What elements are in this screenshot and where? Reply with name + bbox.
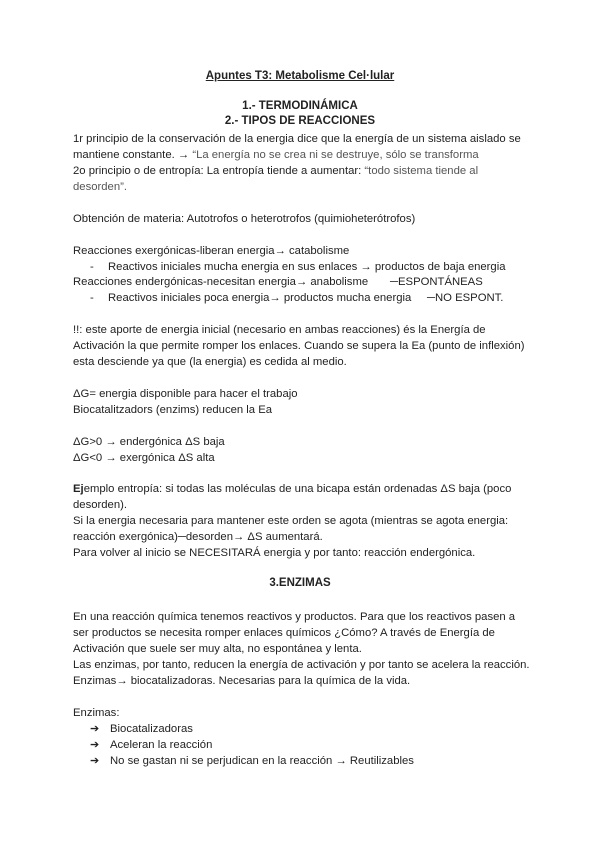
arrow-icon: ➔ <box>90 723 100 735</box>
endergonic-bullet <box>90 290 411 306</box>
first-principle-line-2 <box>73 147 479 163</box>
dash-marker: - <box>90 292 94 304</box>
no-espont-tag: ─NO ESPONT. <box>427 292 504 304</box>
second-principle-text: 2o principio o de entropía: La entropía tiende a aumentar: <box>73 165 365 177</box>
enzimas-list-item <box>90 753 414 769</box>
enzimas-list-item-text: Aceleran la reacción <box>110 739 213 751</box>
exergonic-bullet <box>90 259 506 275</box>
delta-g-negative: ΔG<0 → exergónica ΔS alta <box>73 452 215 464</box>
delta-g-definition: ΔG= energia disponible para hacer el trabajo <box>73 388 298 400</box>
heading-tipos-reacciones: 2.- TIPOS DE REACCIONES <box>224 115 376 127</box>
exergonic-line: Reacciones exergónicas-liberan energia→ catabolisme <box>73 245 350 257</box>
second-principle-line-2: desorden”. <box>73 181 128 193</box>
enzimas-list-item-text: No se gastan ni se perjudican en la reacción → Reutilizables <box>110 755 414 767</box>
enzimas-list-item <box>90 721 193 737</box>
enzimas-list-item <box>90 737 212 753</box>
dash-marker: - <box>90 261 94 273</box>
arrow-icon: ➔ <box>90 755 100 767</box>
endergonic-bullet-text: Reactivos iniciales poca energia→ productos mucha energia <box>108 292 412 304</box>
example-bold: Ej <box>73 483 84 495</box>
biocatalitzadors-line: Biocatalitzadors (enzims) reducen la Ea <box>73 404 273 416</box>
first-principle-quote: “La energía no se crea ni se destruye, sólo se transforma <box>192 149 479 161</box>
arrow-icon: ➔ <box>90 739 100 751</box>
heading-enzimas: 3.ENZIMAS <box>269 577 331 589</box>
enzimas-list-item-text: Biocatalizadoras <box>110 723 193 735</box>
endergonic-line: Reacciones endergónicas-necesitan energia→ anabolisme <box>73 276 369 288</box>
entropy-example-2: Si la energia necesaria para mantener este orden se agota (mientras se agota energia: reacción exergónica)─desorden→ ΔS aumentará. <box>73 515 509 544</box>
espontaneas-tag: ─ESPONTÁNEAS <box>390 276 483 288</box>
example-text: emplo entropía: si todas las moléculas de una bicapa están ordenadas ΔS baja (poco desorden). <box>73 483 512 512</box>
second-principle-quote: “todo sistema tiende al <box>364 165 479 177</box>
entropy-example <box>73 481 533 513</box>
enzimas-label: Enzimas: <box>73 707 120 719</box>
first-principle-line-1: 1r principio de la conservación de la energia dice que la energía de un sistema aislado se <box>73 133 521 145</box>
heading-termodinamica: 1.- TERMODINÁMICA <box>242 100 358 112</box>
first-principle-text: mantiene constante. → <box>73 149 193 161</box>
enzimas-paragraph-1: En una reacción química tenemos reactivos y productos. Para que los reactivos pasen a ser productos se necesita romper enlaces químicos ¿Cómo? A través de Energía de Activación que suele ser muy alta, no espontánea y lenta. <box>73 611 516 656</box>
exergonic-bullet-text: Reactivos iniciales mucha energia en sus enlaces → productos de baja energia <box>108 261 506 273</box>
second-principle-line-1 <box>73 163 478 179</box>
entropy-example-3: Para volver al inicio se NECESITARÁ energia y por tanto: reacción endergónica. <box>73 547 476 559</box>
delta-g-positive: ΔG>0 → endergónica ΔS baja <box>73 436 225 448</box>
obtencion-materia: Obtención de materia: Autotrofos o heterotrofos (quimioheterótrofos) <box>73 213 416 225</box>
enzimas-paragraph-2: Las enzimas, por tanto, reducen la energía de activación y por tanto se acelera la reacción. Enzimas→ biocatalizadoras. Necesarias para la química de la vida. <box>73 659 530 688</box>
activation-energy-note: !!: este aporte de energia inicial (necesario en ambas reacciones) és la Energía de Activación la que permite romper los enlaces. Cuando se supera la Ea (punto de inflexión) esta desciende ya que (la energia) es cedida al medio. <box>73 324 525 369</box>
document-title: Apuntes T3: Metabolisme Cel·lular <box>205 70 395 82</box>
